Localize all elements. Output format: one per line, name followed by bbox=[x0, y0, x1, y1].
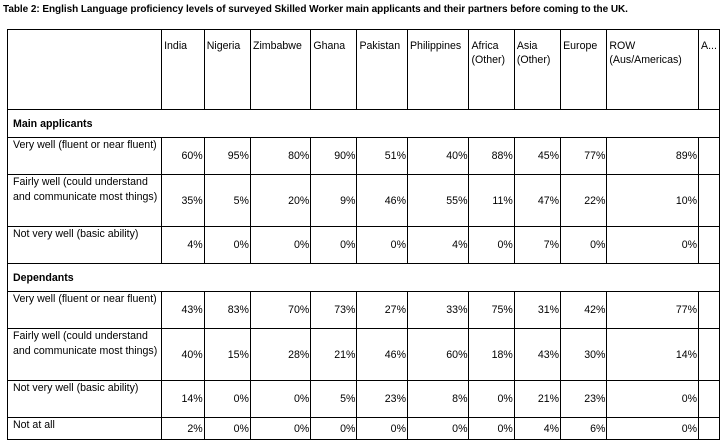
section-heading: Main applicants bbox=[8, 110, 720, 138]
value-cell: 43% bbox=[162, 292, 205, 329]
value-cell: 0% bbox=[469, 381, 514, 418]
column-header: ROW (Aus/Americas) bbox=[607, 30, 699, 110]
value-cell: 46% bbox=[357, 175, 408, 227]
value-cell: 0% bbox=[250, 381, 310, 418]
value-cell: 0% bbox=[204, 381, 250, 418]
corner-cell bbox=[8, 30, 162, 110]
proficiency-table bbox=[7, 29, 720, 440]
value-cell: 77% bbox=[561, 138, 607, 175]
value-cell: 42% bbox=[561, 292, 607, 329]
value-cell: 95% bbox=[204, 138, 250, 175]
value-cell: 15% bbox=[204, 329, 250, 381]
value-cell: 88% bbox=[469, 138, 514, 175]
column-header: A... bbox=[699, 30, 720, 110]
empty-cell bbox=[699, 418, 720, 440]
empty-cell bbox=[699, 329, 720, 381]
row-label: Very well (fluent or near fluent) bbox=[8, 138, 162, 175]
value-cell: 31% bbox=[514, 292, 560, 329]
value-cell: 0% bbox=[407, 418, 469, 440]
value-cell: 20% bbox=[250, 175, 310, 227]
value-cell: 23% bbox=[357, 381, 408, 418]
column-header: Nigeria bbox=[204, 30, 250, 110]
value-cell: 46% bbox=[357, 329, 408, 381]
value-cell: 83% bbox=[204, 292, 250, 329]
table-row bbox=[8, 175, 720, 227]
value-cell: 0% bbox=[357, 418, 408, 440]
value-cell: 40% bbox=[162, 329, 205, 381]
value-cell: 0% bbox=[357, 227, 408, 264]
row-label: Not very well (basic ability) bbox=[8, 381, 162, 418]
value-cell: 77% bbox=[607, 292, 699, 329]
column-header: India bbox=[162, 30, 205, 110]
value-cell: 21% bbox=[311, 329, 357, 381]
column-header: Europe bbox=[561, 30, 607, 110]
value-cell: 47% bbox=[514, 175, 560, 227]
value-cell: 4% bbox=[162, 227, 205, 264]
section-row bbox=[8, 264, 720, 292]
value-cell: 0% bbox=[204, 227, 250, 264]
value-cell: 35% bbox=[162, 175, 205, 227]
table-row bbox=[8, 227, 720, 264]
value-cell: 10% bbox=[607, 175, 699, 227]
column-header: Zimbabwe bbox=[250, 30, 310, 110]
value-cell: 5% bbox=[204, 175, 250, 227]
value-cell: 73% bbox=[311, 292, 357, 329]
table-title: Table 2: English Language proficiency levels of surveyed Skilled Worker main applicants and their partners before coming to the UK. bbox=[3, 4, 628, 15]
row-label: Fairly well (could understand and communicate most things) bbox=[8, 175, 162, 227]
value-cell: 14% bbox=[607, 329, 699, 381]
empty-cell bbox=[699, 138, 720, 175]
value-cell: 6% bbox=[561, 418, 607, 440]
empty-cell bbox=[699, 227, 720, 264]
value-cell: 5% bbox=[311, 381, 357, 418]
value-cell: 60% bbox=[407, 329, 469, 381]
table-row bbox=[8, 138, 720, 175]
value-cell: 0% bbox=[311, 418, 357, 440]
column-header: Asia (Other) bbox=[514, 30, 560, 110]
value-cell: 55% bbox=[407, 175, 469, 227]
value-cell: 30% bbox=[561, 329, 607, 381]
value-cell: 0% bbox=[250, 418, 310, 440]
value-cell: 23% bbox=[561, 381, 607, 418]
value-cell: 89% bbox=[607, 138, 699, 175]
value-cell: 0% bbox=[469, 418, 514, 440]
column-header: Philippines bbox=[407, 30, 469, 110]
value-cell: 27% bbox=[357, 292, 408, 329]
table-row bbox=[8, 329, 720, 381]
value-cell: 60% bbox=[162, 138, 205, 175]
value-cell: 0% bbox=[607, 418, 699, 440]
value-cell: 70% bbox=[250, 292, 310, 329]
value-cell: 0% bbox=[311, 227, 357, 264]
empty-cell bbox=[699, 175, 720, 227]
value-cell: 9% bbox=[311, 175, 357, 227]
table-row bbox=[8, 381, 720, 418]
value-cell: 8% bbox=[407, 381, 469, 418]
row-label: Not at all bbox=[8, 418, 162, 440]
value-cell: 21% bbox=[514, 381, 560, 418]
column-header: Pakistan bbox=[357, 30, 408, 110]
value-cell: 4% bbox=[407, 227, 469, 264]
value-cell: 33% bbox=[407, 292, 469, 329]
value-cell: 0% bbox=[469, 227, 514, 264]
value-cell: 40% bbox=[407, 138, 469, 175]
value-cell: 4% bbox=[514, 418, 560, 440]
value-cell: 45% bbox=[514, 138, 560, 175]
column-header: Africa (Other) bbox=[469, 30, 514, 110]
header-row bbox=[8, 30, 720, 110]
value-cell: 51% bbox=[357, 138, 408, 175]
table-row bbox=[8, 418, 720, 440]
value-cell: 43% bbox=[514, 329, 560, 381]
row-label: Not very well (basic ability) bbox=[8, 227, 162, 264]
value-cell: 75% bbox=[469, 292, 514, 329]
row-label: Very well (fluent or near fluent) bbox=[8, 292, 162, 329]
value-cell: 0% bbox=[561, 227, 607, 264]
empty-cell bbox=[699, 292, 720, 329]
value-cell: 22% bbox=[561, 175, 607, 227]
value-cell: 0% bbox=[250, 227, 310, 264]
value-cell: 80% bbox=[250, 138, 310, 175]
value-cell: 14% bbox=[162, 381, 205, 418]
column-header: Ghana bbox=[311, 30, 357, 110]
value-cell: 0% bbox=[607, 381, 699, 418]
value-cell: 18% bbox=[469, 329, 514, 381]
row-label: Fairly well (could understand and communicate most things) bbox=[8, 329, 162, 381]
table-row bbox=[8, 292, 720, 329]
section-row bbox=[8, 110, 720, 138]
value-cell: 0% bbox=[204, 418, 250, 440]
value-cell: 90% bbox=[311, 138, 357, 175]
empty-cell bbox=[699, 381, 720, 418]
value-cell: 7% bbox=[514, 227, 560, 264]
value-cell: 0% bbox=[607, 227, 699, 264]
value-cell: 11% bbox=[469, 175, 514, 227]
section-heading: Dependants bbox=[8, 264, 720, 292]
value-cell: 2% bbox=[162, 418, 205, 440]
value-cell: 28% bbox=[250, 329, 310, 381]
